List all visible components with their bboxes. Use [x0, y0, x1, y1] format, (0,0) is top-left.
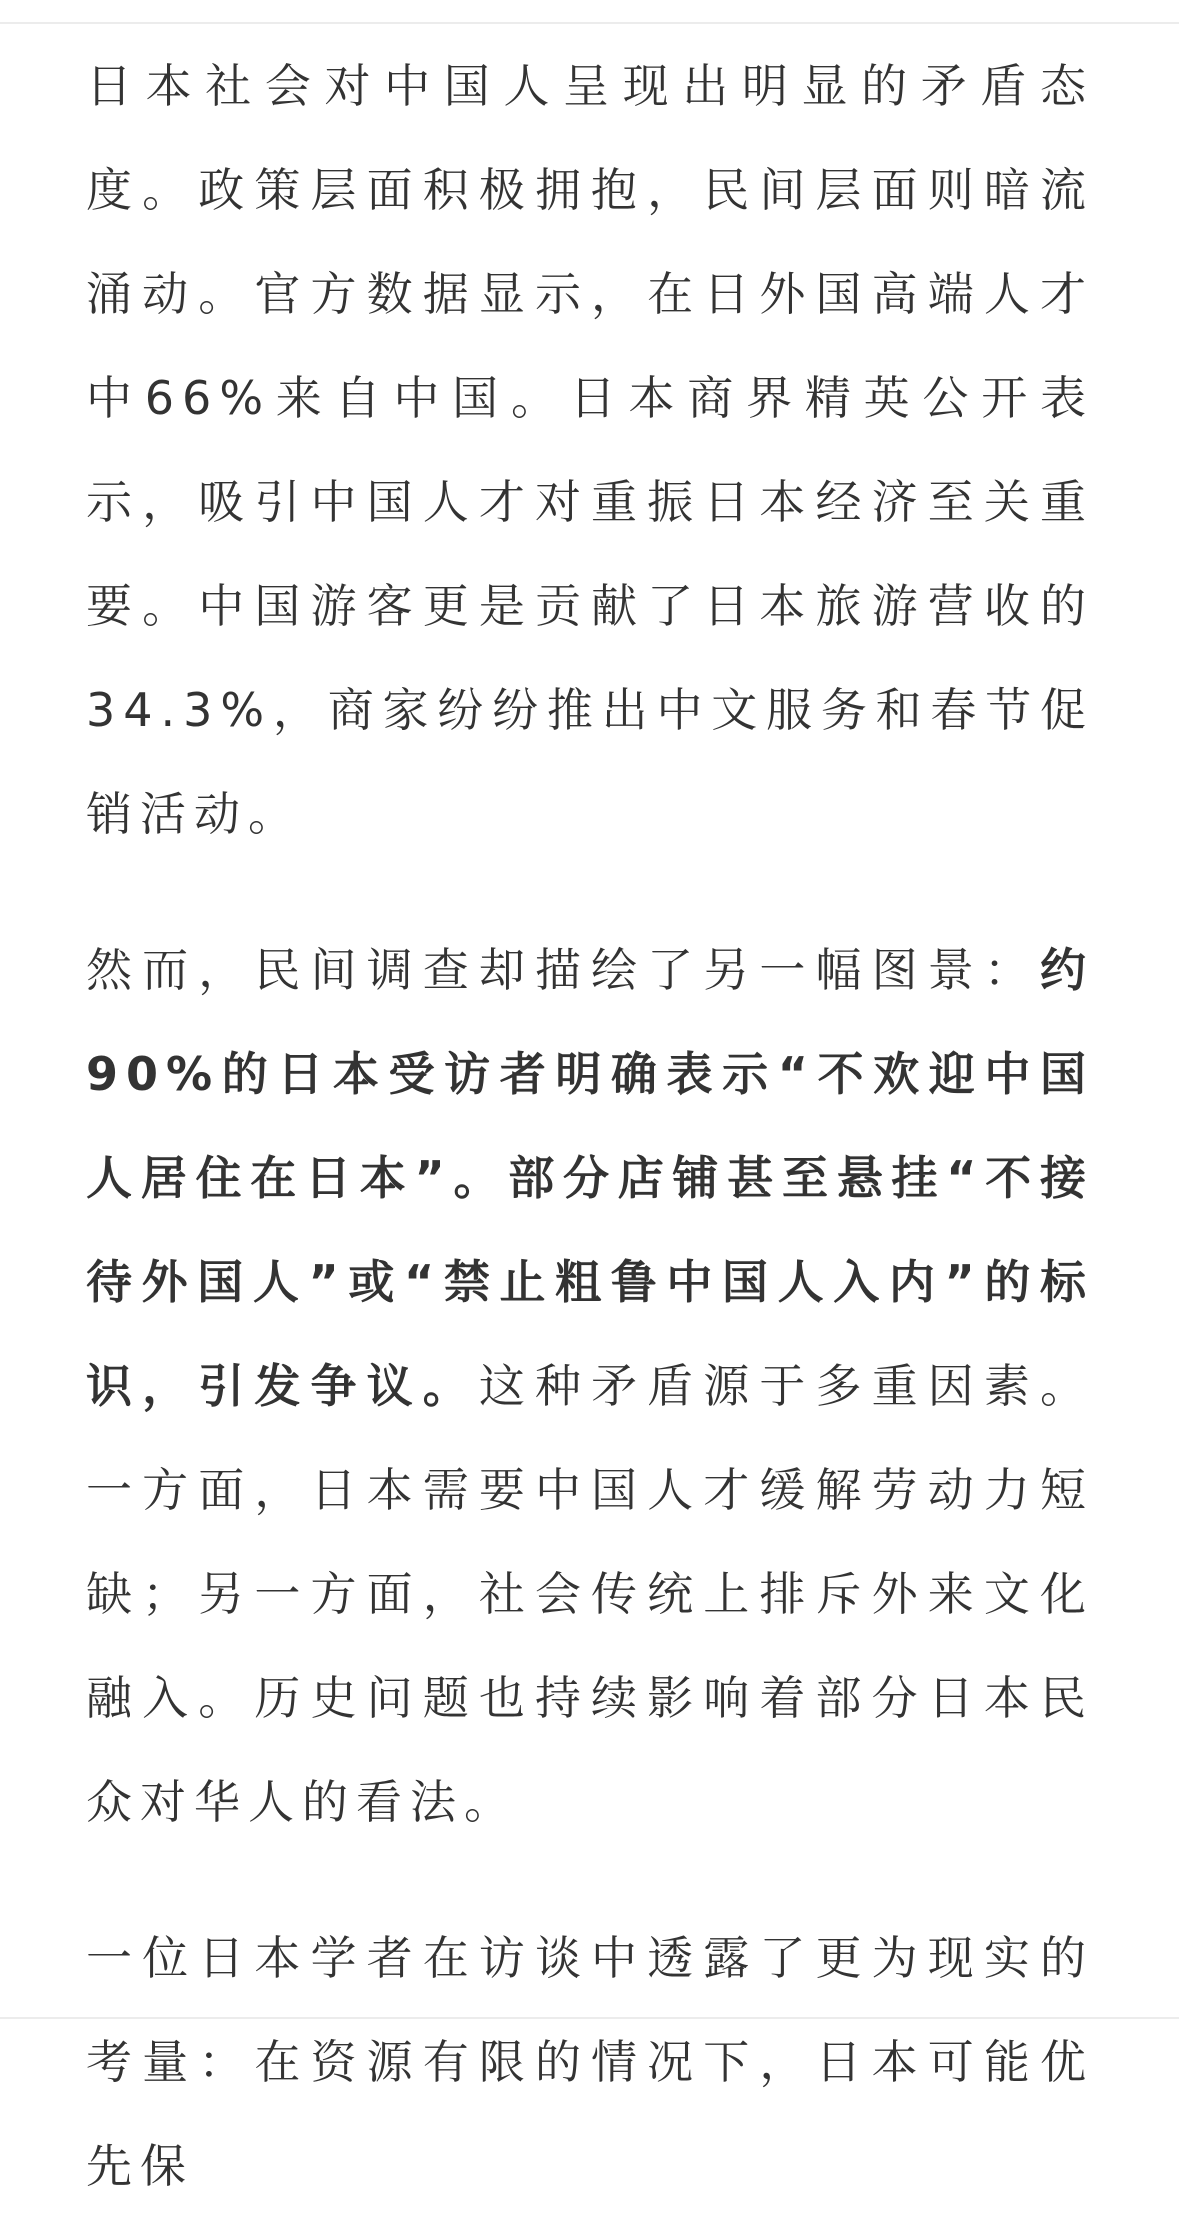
paragraph-1-text: 日本社会对中国人呈现出明显的矛盾态度。政策层面积极拥抱，民间层面则暗流涌动。官方数据显示，在日外国高端人才中66%来自中国。日本商界精英公开表示，吸引中国人才对重振日本经济至关重要。中国游客更是贡献了日本旅游营收的34.3%，商家纷纷推出中文服务和春节促销活动。 [86, 59, 1094, 841]
paragraph-3 [86, 1906, 1094, 2218]
paragraph-3-text: 一位日本学者在访谈中透露了更为现实的考量：在资源有限的情况下，日本可能优先保 [86, 1931, 1094, 2193]
top-divider [0, 22, 1179, 24]
paragraph-2-bold-highlight: 约90%的日本受访者明确表示“不欢迎中国人居住在日本”。部分店铺甚至悬挂“不接待外国人”或“禁止粗鲁中国人入内”的标识，引发争议。 [86, 943, 1094, 1413]
bottom-divider [0, 2017, 1179, 2019]
paragraph-2-lead-text: 然而，民间调查却描绘了另一幅图景： [86, 943, 1040, 997]
paragraph-2-tail-text: 这种矛盾源于多重因素。一方面，日本需要中国人才缓解劳动力短缺；另一方面，社会传统上排斥外来文化融入。历史问题也持续影响着部分日本民众对华人的看法。 [86, 1359, 1095, 1829]
paragraph-2 [86, 918, 1094, 1854]
article-body [86, 34, 1094, 2218]
paragraph-1 [86, 34, 1094, 866]
